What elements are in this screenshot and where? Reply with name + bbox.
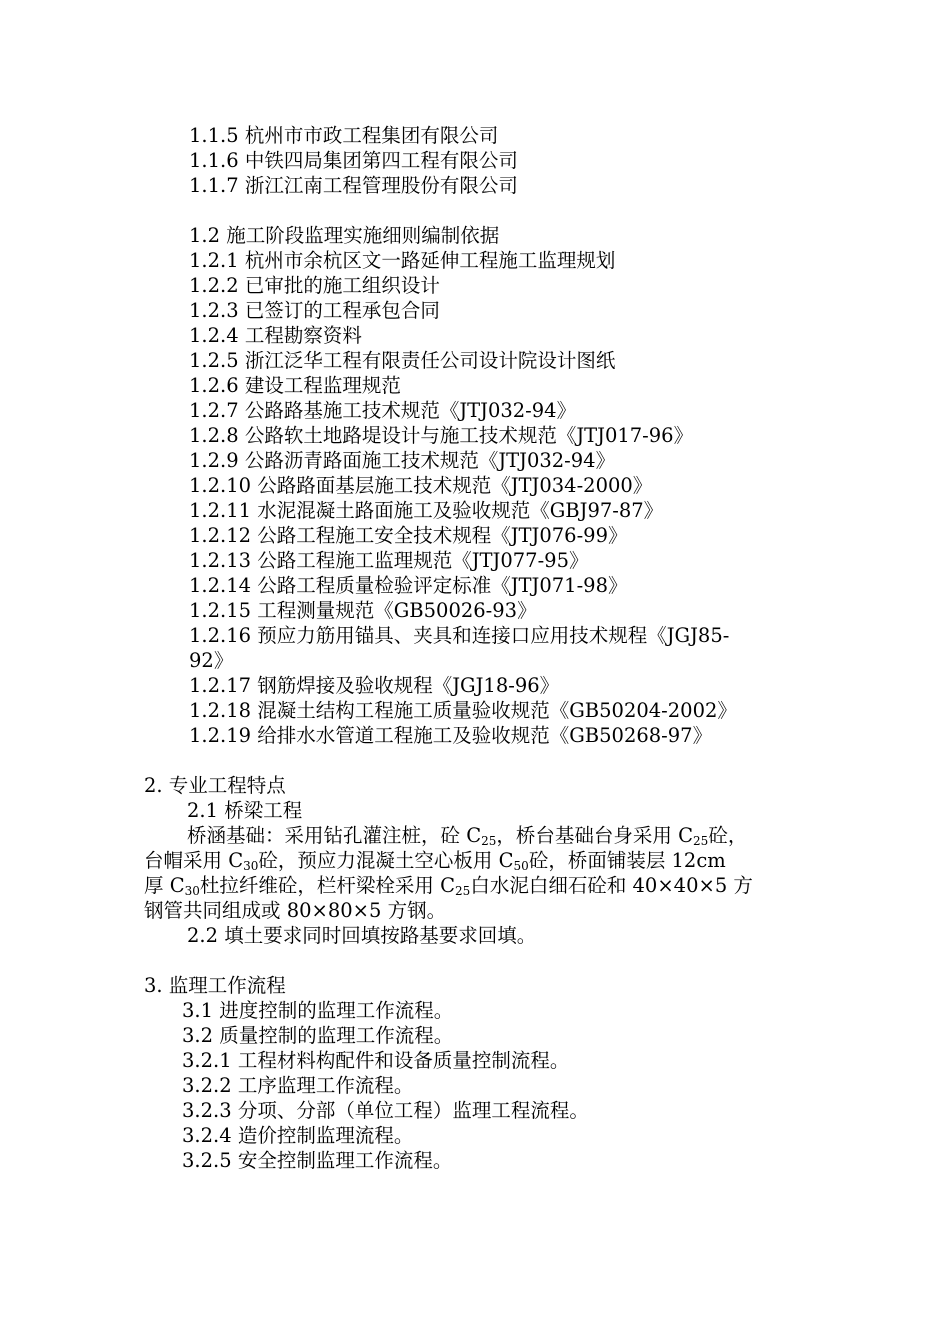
list-item: 1.2.2 已审批的施工组织设计	[189, 274, 440, 297]
list-item: 1.2.18 混凝土结构工程施工质量验收规范《GB50204-2002》	[189, 699, 737, 722]
list-item: 1.2.3 已签订的工程承包合同	[189, 299, 440, 322]
list-item: 1.2.4 工程勘察资料	[189, 324, 362, 347]
list-item: 1.2.15 工程测量规范《GB50026-93》	[189, 599, 537, 622]
list-item: 1.2.9 公路沥青路面施工技术规范《JTJ032-94》	[189, 449, 616, 472]
list-item: 1.2.17 钢筋焊接及验收规程《JGJ18-96》	[189, 674, 560, 697]
paragraph-line: 厚 $C_{30}$杜拉纤维砼，栏杆梁栓采用 $C_{25}$白水泥白细石砼和 40×40×5 方	[144, 874, 753, 898]
list-item: 1.2.16 预应力筋用锚具、夹具和连接口应用技术规程《JGJ85-	[189, 624, 730, 647]
paragraph-line: 钢管共同组成或 80×80×5 方钢。	[144, 899, 447, 922]
section-heading: 2. 专业工程特点	[144, 774, 286, 797]
list-item: 3.2.5 安全控制监理工作流程。	[182, 1149, 453, 1172]
list-item: 1.2.12 公路工程施工安全技术规程《JTJ076-99》	[189, 524, 628, 547]
list-item: 1.2.14 公路工程质量检验评定标准《JTJ071-98》	[189, 574, 628, 597]
list-item: 1.2.19 给排水水管道工程施工及验收规范《GB50268-97》	[189, 724, 713, 747]
bridge-paragraph	[144, 823, 809, 923]
list-item: 3.1 进度控制的监理工作流程。	[182, 999, 454, 1022]
list-item: 1.2.13 公路工程施工监理规范《JTJ077-95》	[189, 549, 589, 572]
subsection-heading: 1.2 施工阶段监理实施细则编制依据	[189, 224, 500, 247]
list-item: 1.2.1 杭州市余杭区文一路延伸工程施工监理规划	[189, 249, 616, 272]
list-item: 1.2.8 公路软土地路堤设计与施工技术规范《JTJ017-96》	[189, 424, 694, 447]
list-item: 1.2.10 公路路面基层施工技术规范《JTJ034-2000》	[189, 474, 653, 497]
paragraph-line: 桥涵基础：采用钻孔灌注桩，砼 $C_{25}$，桥台基础台身采用 $C_{25}$砼，	[187, 824, 748, 848]
subsection-heading: 2.1 桥梁工程	[187, 799, 303, 822]
list-item: 1.1.6 中铁四局集团第四工程有限公司	[189, 149, 518, 172]
list-item: 1.1.7 浙江江南工程管理股份有限公司	[189, 174, 518, 197]
list-item: 1.1.5 杭州市市政工程集团有限公司	[189, 124, 499, 147]
list-item: 3.2.2 工序监理工作流程。	[182, 1074, 414, 1097]
list-item: 1.2.7 公路路基施工技术规范《JTJ032-94》	[189, 399, 577, 422]
paragraph-line: 台帽采用 $C_{30}$砼，预应力混凝土空心板用 $C_{50}$砼，桥面铺装层 12cm	[144, 849, 726, 873]
list-item: 1.2.5 浙江泛华工程有限责任公司设计院设计图纸	[189, 349, 616, 372]
list-item: 3.2 质量控制的监理工作流程。	[182, 1024, 454, 1047]
list-item: 3.2.4 造价控制监理流程。	[182, 1124, 414, 1147]
list-item: 1.2.6 建设工程监理规范	[189, 374, 401, 397]
list-item-continuation: 92》	[189, 649, 234, 672]
section-heading: 3. 监理工作流程	[144, 974, 286, 997]
list-item: 3.2.3 分项、分部（单位工程）监理工程流程。	[182, 1099, 589, 1122]
list-item: 3.2.1 工程材料构配件和设备质量控制流程。	[182, 1049, 570, 1072]
list-item: 1.2.11 水泥混凝土路面施工及验收规范《GBJ97-87》	[189, 499, 664, 522]
subsection-text: 2.2 填土要求同时回填按路基要求回填。	[187, 924, 537, 947]
